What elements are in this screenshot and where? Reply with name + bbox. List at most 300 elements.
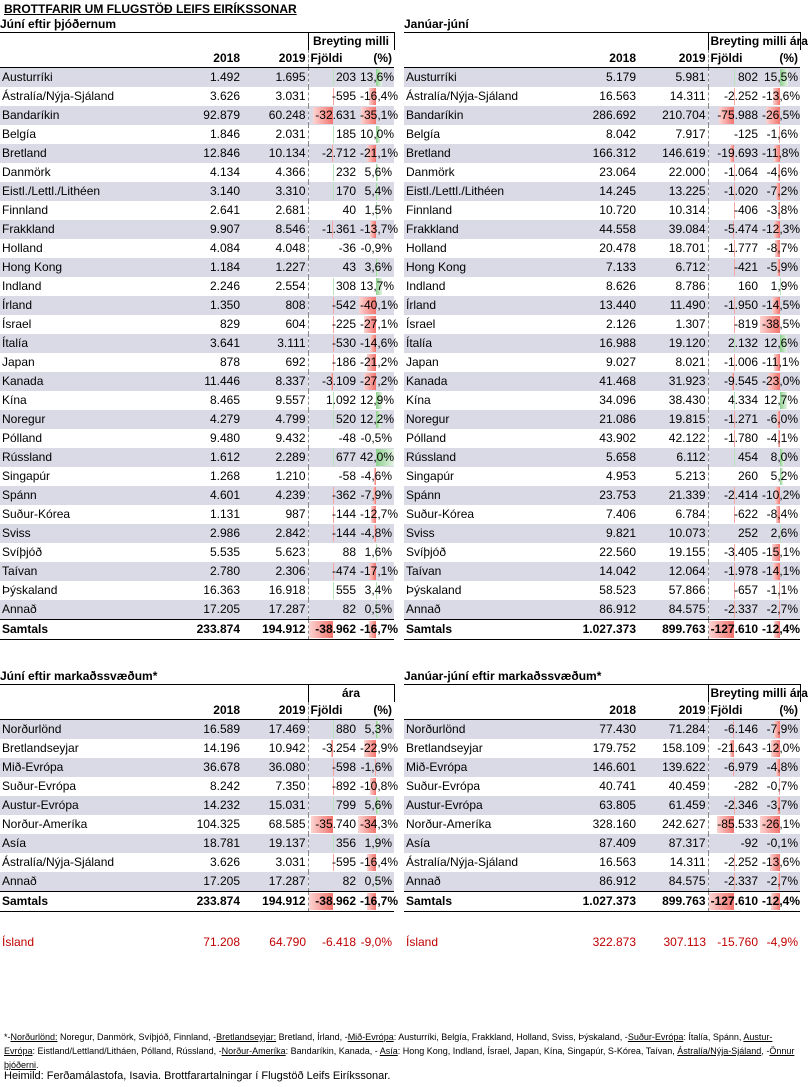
change-count: -144 <box>331 526 356 540</box>
change-count: 799 <box>335 798 356 812</box>
cell-value: 20.478 <box>599 241 636 255</box>
table-row <box>0 815 394 834</box>
cell-value: 1.846 <box>209 127 240 141</box>
change-percent: 0,5% <box>364 602 393 616</box>
column-header: Fjöldi <box>308 702 358 720</box>
change-count: -35.740 <box>315 817 356 831</box>
row-label: Suður-Kórea <box>406 507 475 521</box>
change-percent: 12,2% <box>360 412 395 426</box>
table-row <box>404 429 800 448</box>
cell-value: 2.246 <box>209 279 240 293</box>
change-count: 677 <box>335 450 356 464</box>
cell-value: 8.021 <box>675 355 706 369</box>
cell-value: 4.134 <box>209 165 240 179</box>
table-row <box>0 486 394 505</box>
change-percent: -4,6% <box>766 165 798 179</box>
cell-value: 10.720 <box>599 203 636 217</box>
change-percent: 13,7% <box>360 279 395 293</box>
cell-value: 87.409 <box>554 834 638 853</box>
cell-value: 14.311 <box>669 855 706 869</box>
table-row <box>404 543 800 562</box>
row-label: Ástralía/Nýja-Sjáland <box>2 89 115 103</box>
cell-value: 7.133 <box>554 258 638 277</box>
cell-value: 16.589 <box>160 720 242 740</box>
cell-value: 878 <box>219 355 240 369</box>
change-percent: 10,0% <box>360 127 395 141</box>
row-label: Belgía <box>406 127 441 141</box>
cell-value: -15.760 <box>717 935 758 949</box>
change-percent: -6,0% <box>766 412 798 426</box>
row-label: Austur-Evrópa <box>0 796 160 815</box>
footnote-text: . <box>36 1060 39 1070</box>
change-count: -144 <box>331 507 356 521</box>
table-subtitle: Janúar-júní <box>404 17 469 31</box>
footnote-text: : Ítalía, Spánn, <box>683 1032 744 1042</box>
positive-databar <box>333 797 334 814</box>
row-label: Austurríki <box>404 68 554 88</box>
cell-value: 10.942 <box>268 741 306 755</box>
change-count: -38.962 <box>315 622 356 636</box>
table-row <box>0 562 394 581</box>
table-row <box>0 739 394 758</box>
cell-value: 11.490 <box>638 296 708 315</box>
change-count: -474 <box>331 564 356 578</box>
row-label: Bretland <box>0 144 160 163</box>
table-row <box>0 758 394 777</box>
row-label: Pólland <box>406 431 447 445</box>
row-label: Noregur <box>404 410 554 429</box>
cell-value: 4.048 <box>275 241 306 255</box>
cell-value: 307.113 <box>663 935 706 949</box>
table-june-market <box>0 668 399 956</box>
table-jan-june-nationality <box>404 16 808 640</box>
table-row <box>0 467 394 486</box>
change-count: -2.346 <box>723 798 758 812</box>
row-label: Bretland <box>404 144 554 163</box>
row-label: Norðurlönd <box>0 720 160 740</box>
cell-value: 6.712 <box>638 258 708 277</box>
change-percent: -14,1% <box>762 564 801 578</box>
row-label: Eistl./Lettl./Lithéen <box>404 182 554 201</box>
change-count: -92 <box>740 836 758 850</box>
change-percent: 3,6% <box>364 260 393 274</box>
change-percent: -8,7% <box>766 241 798 255</box>
footnote-term: Suður-Evrópa <box>627 1032 684 1042</box>
table-row <box>404 562 800 581</box>
table-row <box>0 201 394 220</box>
change-count: 232 <box>335 165 356 179</box>
cell-value: 17.205 <box>160 872 242 892</box>
row-label: Asía <box>0 834 160 853</box>
row-label: Frakkland <box>0 220 160 239</box>
cell-value: 10.134 <box>242 144 308 163</box>
change-percent: -12,7% <box>360 507 399 521</box>
table-row <box>404 87 800 106</box>
footnote-text: : Austurríki, Belgía, Frakkland, Holland, Sviss, Þýskaland, - <box>393 1032 628 1042</box>
total-row <box>0 892 394 912</box>
cell-value: 1.492 <box>160 68 242 88</box>
cell-value: 21.086 <box>554 410 638 429</box>
change-percent: -10,2% <box>762 488 801 502</box>
change-header: Breyting milli ára <box>708 33 800 51</box>
change-percent: -1,6% <box>766 127 798 141</box>
cell-value: 13.225 <box>638 182 708 201</box>
change-percent: 42,0% <box>360 450 395 464</box>
cell-value: 3.111 <box>242 334 308 353</box>
change-count: 160 <box>737 279 758 293</box>
cell-value: 71.284 <box>638 720 708 740</box>
change-count: -1.271 <box>723 412 758 426</box>
iceland-row <box>404 928 800 956</box>
row-label: Sviss <box>0 524 160 543</box>
change-percent: -34,3% <box>360 817 399 831</box>
cell-value: 44.558 <box>554 220 638 239</box>
table-row <box>404 277 800 296</box>
change-count: -598 <box>331 760 356 774</box>
table-row <box>404 720 800 740</box>
footnote-term: Austur-Evrópa <box>4 1032 773 1056</box>
change-percent: 5,6% <box>364 798 392 812</box>
change-count: 260 <box>737 469 758 483</box>
row-label: Holland <box>2 241 43 255</box>
change-count: 1.092 <box>325 393 356 407</box>
cell-value: 12.064 <box>638 562 708 581</box>
table-row <box>404 739 800 758</box>
table-row <box>404 182 800 201</box>
change-count: -2.337 <box>723 874 758 888</box>
row-label: Pólland <box>2 431 43 445</box>
row-label: Ísland <box>2 935 35 949</box>
change-percent: -12,0% <box>762 741 801 755</box>
change-count: 88 <box>342 545 356 559</box>
cell-value: 58.523 <box>599 583 636 597</box>
table-row <box>0 106 394 125</box>
change-count: 880 <box>335 722 356 736</box>
change-count: -38.962 <box>315 894 356 908</box>
cell-value: 2.554 <box>275 279 306 293</box>
column-header: 2019 <box>678 51 706 65</box>
table-row <box>0 315 394 334</box>
cell-value: 23.064 <box>599 165 636 179</box>
row-label: Bandaríkin <box>0 106 160 125</box>
row-label: Rússland <box>404 448 554 467</box>
change-percent: -16,4% <box>360 855 399 869</box>
row-label: Annað <box>0 872 160 892</box>
table-row <box>404 581 800 600</box>
cell-value: 1.307 <box>675 317 706 331</box>
cell-value: 34.096 <box>599 393 636 407</box>
footnote-text: : Eistland/Lettland/Litháen, Pólland, Rússland, - <box>32 1046 222 1056</box>
footnote-term: Ástralía/Nýja-Sjáland <box>677 1046 762 1056</box>
row-label: Ítalía <box>404 334 554 353</box>
row-label: Taívan <box>404 562 554 581</box>
row-label: Norður-Ameríka <box>2 817 88 831</box>
cell-value: 40.741 <box>599 779 636 793</box>
change-percent: -3,8% <box>766 203 798 217</box>
table-row <box>0 296 394 315</box>
change-count: 40 <box>342 203 356 217</box>
cell-value: 12.846 <box>160 144 242 163</box>
table-row <box>404 258 800 277</box>
change-count: -1.020 <box>723 184 758 198</box>
row-label: Annað <box>404 872 554 892</box>
row-label: Rússland <box>0 448 160 467</box>
table-row <box>0 334 394 353</box>
cell-value: 17.287 <box>242 872 308 892</box>
column-header: 2018 <box>213 51 240 65</box>
row-label: Írland <box>0 296 160 315</box>
change-count: 82 <box>342 602 356 616</box>
change-percent: 0,5% <box>364 874 392 888</box>
column-header: (%) <box>373 703 392 717</box>
table-row <box>404 872 800 892</box>
cell-value: 9.432 <box>275 431 306 445</box>
row-label: Singapúr <box>2 469 51 483</box>
cell-value: 7.350 <box>275 779 306 793</box>
positive-databar <box>333 721 334 738</box>
cell-value: 1.184 <box>160 258 242 277</box>
change-header: Breyting milli <box>308 33 394 51</box>
table-row <box>404 68 800 88</box>
cell-value: 61.459 <box>638 796 708 815</box>
change-count: -2.252 <box>723 855 758 869</box>
cell-value: 4.601 <box>160 486 242 505</box>
table-row <box>0 853 394 872</box>
cell-value: 9.907 <box>160 220 242 239</box>
cell-value: 5.213 <box>675 469 706 483</box>
cell-value: 14.245 <box>554 182 638 201</box>
table-row <box>0 277 394 296</box>
column-header: (%) <box>373 51 393 65</box>
cell-value: 146.619 <box>638 144 708 163</box>
cell-value: 242.627 <box>662 817 706 831</box>
change-count: -1.361 <box>321 222 356 236</box>
cell-value: 19.120 <box>638 334 708 353</box>
source-note: Heimild: Ferðamálastofa, Isavia. Brottfarartalningar í Flugstöð Leifs Eiríkssonar. <box>4 1070 391 1082</box>
cell-value: 1.027.373 <box>554 620 638 640</box>
change-count: 2.132 <box>727 336 758 350</box>
cell-value: 6.112 <box>638 448 708 467</box>
change-count: -542 <box>331 298 356 312</box>
cell-value: 9.821 <box>554 524 638 543</box>
change-percent: 8,0% <box>770 450 798 464</box>
change-header: ára <box>308 685 394 703</box>
change-count: -1.950 <box>723 298 758 312</box>
cell-value: 10.073 <box>638 524 708 543</box>
cell-value: 19.155 <box>668 545 706 559</box>
table-row <box>0 220 394 239</box>
change-percent: -40,1% <box>360 298 399 312</box>
row-label: Taívan <box>0 562 160 581</box>
cell-value: 13.440 <box>554 296 638 315</box>
cell-value: 286.692 <box>554 106 638 125</box>
row-label: Spánn <box>0 486 160 505</box>
cell-value: 2.842 <box>242 524 308 543</box>
cell-value: 146.601 <box>554 758 638 777</box>
table-june-nationality <box>0 16 399 640</box>
row-label: Svíþjóð <box>2 545 43 559</box>
cell-value: 3.626 <box>209 855 240 869</box>
change-count: -48 <box>338 431 356 445</box>
table-row <box>404 600 800 620</box>
change-percent: -11,8% <box>762 146 800 160</box>
change-percent: -0,7% <box>766 779 798 793</box>
change-percent: -16,4% <box>360 89 399 103</box>
table-row <box>0 353 394 372</box>
footnote-term: Önnur þjóðerni <box>4 1046 795 1070</box>
row-label: Austur-Evrópa <box>404 796 554 815</box>
table-row <box>404 486 800 505</box>
cell-value: 3.031 <box>275 855 306 869</box>
change-percent: -14,5% <box>762 298 801 312</box>
change-count: -406 <box>733 203 758 217</box>
table-row <box>404 524 800 543</box>
change-count: -892 <box>331 779 356 793</box>
row-label: Holland <box>406 241 447 255</box>
cell-value: 179.752 <box>592 741 636 755</box>
change-percent: -16,7% <box>360 894 399 908</box>
table-row <box>0 448 394 467</box>
table-row <box>0 581 394 600</box>
change-percent: 1,9% <box>364 836 392 850</box>
column-header: 2018 <box>213 703 240 717</box>
footnote-text: , - <box>761 1046 770 1056</box>
cell-value: 829 <box>219 317 240 331</box>
table-row <box>404 758 800 777</box>
change-count: -6.979 <box>723 760 758 774</box>
cell-value: 2.306 <box>242 562 308 581</box>
change-percent: 2,6% <box>770 526 798 540</box>
change-count: 520 <box>335 412 356 426</box>
table-row <box>0 258 394 277</box>
row-label: Danmörk <box>2 165 51 179</box>
change-percent: 1,9% <box>770 279 798 293</box>
footnote <box>4 1030 796 1072</box>
table-row <box>404 144 800 163</box>
cell-value: 4.366 <box>275 165 306 179</box>
table-row <box>0 410 394 429</box>
cell-value: 84.575 <box>638 872 708 892</box>
table-row <box>404 125 800 144</box>
footnote-term: Bretlandseyjar: <box>216 1032 277 1042</box>
change-percent: -4,1% <box>766 431 798 445</box>
cell-value: 64.790 <box>269 935 306 949</box>
total-row <box>404 620 800 640</box>
cell-value: 3.310 <box>242 182 308 201</box>
cell-value: 36.080 <box>242 758 308 777</box>
row-label: Frakkland <box>404 220 554 239</box>
change-count: -595 <box>331 89 356 103</box>
cell-value: 3.626 <box>209 89 240 103</box>
table-row <box>0 524 394 543</box>
change-percent: -7,9% <box>766 722 798 736</box>
row-label: Asía <box>404 834 554 853</box>
cell-value: 41.468 <box>554 372 638 391</box>
cell-value: 2.986 <box>160 524 242 543</box>
cell-value: 16.918 <box>268 583 306 597</box>
table-row <box>0 505 394 524</box>
cell-value: 39.084 <box>638 220 708 239</box>
row-label: Norðurlönd <box>404 720 554 740</box>
row-label: Annað <box>404 600 554 620</box>
change-percent: -8,4% <box>766 507 798 521</box>
table-subtitle: Júní eftir markaðssvæðum* <box>0 669 158 683</box>
cell-value: 158.109 <box>662 741 706 755</box>
row-label: Suður-Kórea <box>2 507 71 521</box>
cell-value: 14.232 <box>160 796 242 815</box>
cell-value: 1.695 <box>242 68 308 88</box>
change-count: 252 <box>737 526 758 540</box>
row-label: Noregur <box>0 410 160 429</box>
table-row <box>404 372 800 391</box>
cell-value: 2.031 <box>275 127 306 141</box>
change-percent: -0,9% <box>360 241 393 255</box>
cell-value: 92.879 <box>160 106 242 125</box>
column-header: Fjöldi <box>708 50 760 68</box>
change-count: -362 <box>331 488 356 502</box>
table-row <box>0 543 394 562</box>
table-row <box>0 125 394 144</box>
row-label: Samtals <box>404 892 554 912</box>
change-count: -530 <box>331 336 356 350</box>
change-count: -2.414 <box>723 488 758 502</box>
change-percent: -17,1% <box>360 564 399 578</box>
cell-value: 8.242 <box>209 779 240 793</box>
change-count: -1.064 <box>723 165 758 179</box>
row-label: Japan <box>2 355 35 369</box>
change-count: -36 <box>338 241 356 255</box>
row-label: Samtals <box>0 892 160 912</box>
change-count: -2.337 <box>723 602 758 616</box>
cell-value: 86.912 <box>554 600 638 620</box>
cell-value: 17.469 <box>242 720 308 740</box>
change-count: -32.631 <box>315 108 356 122</box>
cell-value: 104.325 <box>196 817 240 831</box>
cell-value: 1.612 <box>160 448 242 467</box>
table-row <box>404 220 800 239</box>
cell-value: 84.575 <box>638 600 708 620</box>
column-header: 2019 <box>278 703 306 717</box>
row-label: Kína <box>406 393 431 407</box>
change-percent: -12,4% <box>762 894 801 908</box>
row-label: Ísland <box>406 935 439 949</box>
change-count: -21.643 <box>717 741 758 755</box>
footnote-text: Bretland, Írland, - <box>276 1032 348 1042</box>
cell-value: 14.196 <box>203 741 240 755</box>
row-label: Samtals <box>0 620 160 640</box>
change-percent: 12,9% <box>360 393 395 407</box>
change-count: -85.533 <box>717 817 758 831</box>
cell-value: 233.874 <box>160 620 242 640</box>
row-label: Suður-Evrópa <box>406 779 481 793</box>
change-percent: -21,2% <box>360 355 399 369</box>
row-label: Írland <box>404 296 554 315</box>
row-label: Bretlandseyjar <box>2 741 79 755</box>
change-count: -6.146 <box>723 722 758 736</box>
change-percent: -13,6% <box>762 89 801 103</box>
change-percent: -0,1% <box>766 836 798 850</box>
row-label: Austurríki <box>0 68 160 88</box>
cell-value: 87.317 <box>638 834 708 853</box>
table-row <box>404 315 800 334</box>
change-percent: -1,1% <box>766 583 798 597</box>
table-row <box>404 815 800 834</box>
table-row <box>404 106 800 125</box>
change-percent: -7,2% <box>766 184 798 198</box>
table-row <box>0 872 394 892</box>
cell-value: 17.287 <box>242 600 308 620</box>
cell-value: 2.780 <box>160 562 242 581</box>
